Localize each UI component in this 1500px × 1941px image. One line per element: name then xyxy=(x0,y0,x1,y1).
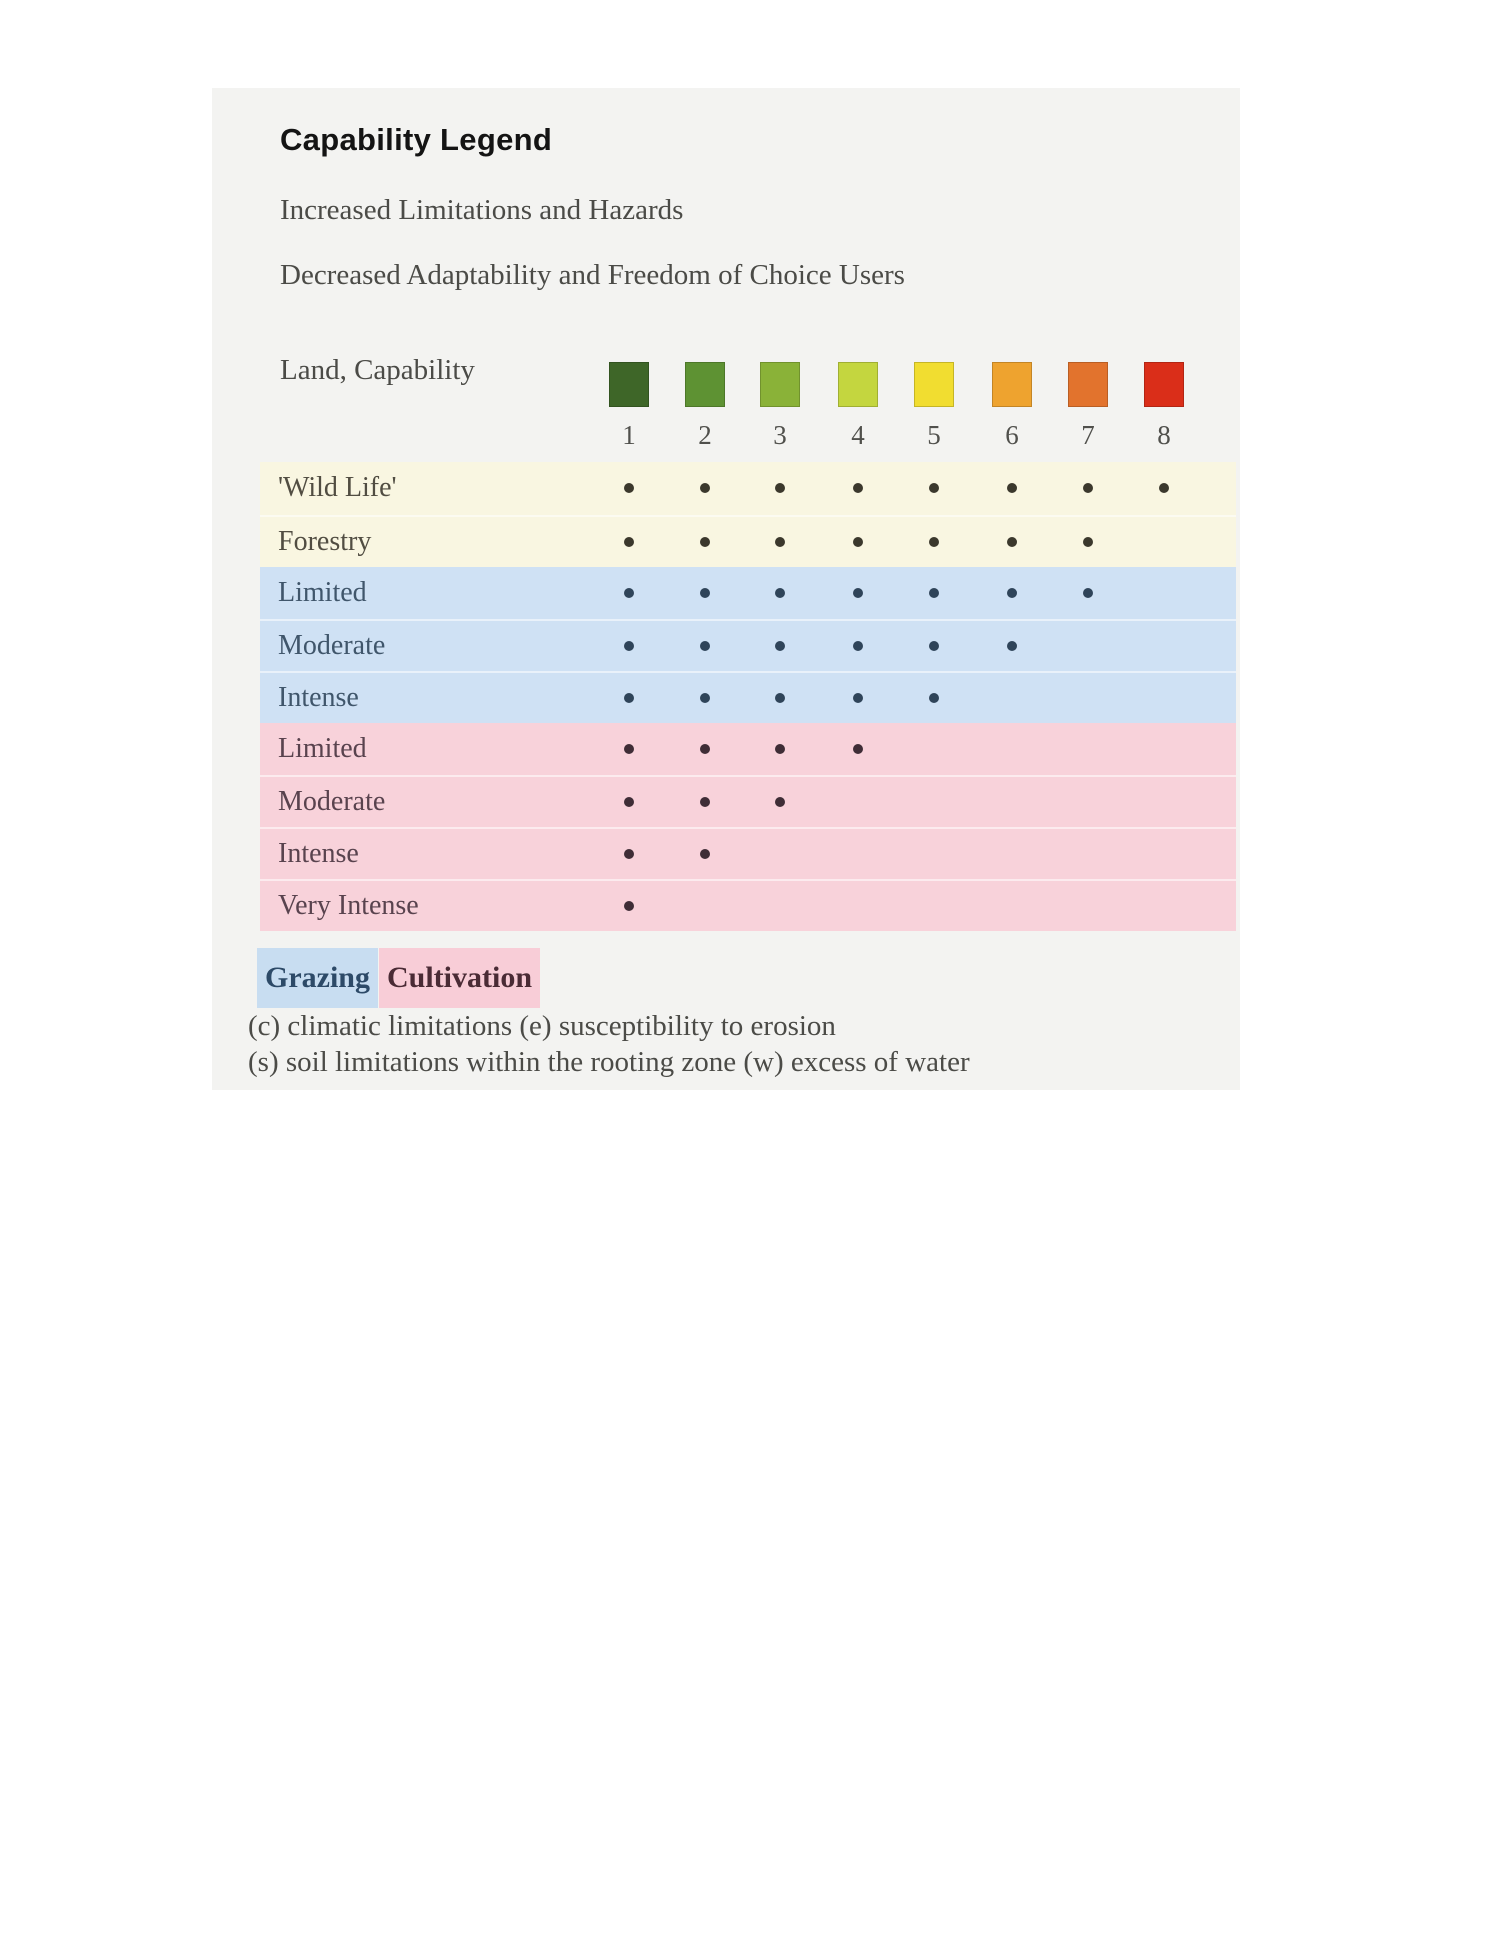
class-number: 2 xyxy=(698,420,712,450)
footnote-soil-water: (s) soil limitations within the rooting zone (w) excess of water xyxy=(248,1046,970,1078)
table-row xyxy=(260,827,1236,879)
capability-dot xyxy=(853,744,863,754)
table-row xyxy=(260,619,1236,671)
row-label: Limited xyxy=(278,577,367,608)
subtitle-decreased-adaptability: Decreased Adaptability and Freedom of Choice Users xyxy=(280,259,905,291)
capability-dot xyxy=(700,693,710,703)
capability-dot xyxy=(700,483,710,493)
capability-dot xyxy=(1007,588,1017,598)
table-row xyxy=(260,723,1236,775)
capability-dot xyxy=(929,588,939,598)
class-4-swatch xyxy=(838,362,878,407)
capability-dot xyxy=(624,901,634,911)
capability-dot xyxy=(853,588,863,598)
row-label: Moderate xyxy=(278,786,386,817)
table-row xyxy=(260,515,1236,568)
footnote-climatic-erosion: (c) climatic limitations (e) susceptibility to erosion xyxy=(248,1010,836,1042)
class-3-swatch xyxy=(760,362,800,407)
table-row xyxy=(260,462,1236,515)
row-label: 'Wild Life' xyxy=(278,472,397,504)
capability-dot xyxy=(775,744,785,754)
capability-dot xyxy=(624,849,634,859)
capability-dot xyxy=(1007,483,1017,493)
capability-dot xyxy=(700,797,710,807)
row-label: Forestry xyxy=(278,525,372,557)
capability-dot xyxy=(775,537,785,547)
table-row xyxy=(260,879,1236,931)
capability-dot xyxy=(929,693,939,703)
class-number: 3 xyxy=(773,420,787,450)
capability-dot xyxy=(1007,537,1017,547)
capability-dot xyxy=(700,588,710,598)
class-number: 1 xyxy=(622,420,636,450)
class-number: 7 xyxy=(1081,420,1095,450)
cultivation-key: Cultivation xyxy=(379,948,540,1008)
capability-dot xyxy=(624,797,634,807)
capability-dot xyxy=(624,693,634,703)
capability-dot xyxy=(624,744,634,754)
capability-dot xyxy=(929,537,939,547)
capability-dot xyxy=(853,641,863,651)
class-5-swatch xyxy=(914,362,954,407)
capability-dot xyxy=(1159,483,1169,493)
capability-dot xyxy=(1083,588,1093,598)
axis-label: Land, Capability xyxy=(280,354,475,386)
capability-dot xyxy=(1007,641,1017,651)
class-number: 6 xyxy=(1005,420,1019,450)
class-number: 5 xyxy=(927,420,941,450)
class-1-swatch xyxy=(609,362,649,407)
section-wildlife-forestry xyxy=(260,462,1236,567)
class-8-swatch xyxy=(1144,362,1184,407)
row-label: Limited xyxy=(278,733,367,764)
capability-dot xyxy=(775,641,785,651)
capability-dot xyxy=(700,537,710,547)
capability-dot xyxy=(1083,537,1093,547)
capability-dot xyxy=(700,744,710,754)
capability-dot xyxy=(775,797,785,807)
capability-dot xyxy=(929,483,939,493)
capability-dot xyxy=(853,483,863,493)
capability-legend-panel xyxy=(212,88,1240,1090)
row-label: Moderate xyxy=(278,630,386,661)
grazing-key: Grazing xyxy=(257,948,378,1008)
class-2-swatch xyxy=(685,362,725,407)
capability-dot xyxy=(624,588,634,598)
row-label: Intense xyxy=(278,838,359,869)
capability-dot xyxy=(624,641,634,651)
capability-dot xyxy=(700,641,710,651)
capability-dot xyxy=(624,537,634,547)
class-7-swatch xyxy=(1068,362,1108,407)
row-label: Intense xyxy=(278,682,359,713)
capability-dot xyxy=(624,483,634,493)
section-grazing xyxy=(260,567,1236,723)
capability-dot xyxy=(700,849,710,859)
class-6-swatch xyxy=(992,362,1032,407)
capability-dot xyxy=(929,641,939,651)
capability-dot xyxy=(853,693,863,703)
table-row xyxy=(260,775,1236,827)
section-cultivation xyxy=(260,723,1236,931)
page-title: Capability Legend xyxy=(280,122,553,157)
table-row xyxy=(260,567,1236,619)
section-color-key xyxy=(257,948,541,1008)
class-number: 4 xyxy=(851,420,865,450)
capability-dot xyxy=(775,693,785,703)
subtitle-increased-limitations: Increased Limitations and Hazards xyxy=(280,194,684,226)
class-number: 8 xyxy=(1157,420,1171,450)
table-row xyxy=(260,671,1236,723)
capability-dot xyxy=(1083,483,1093,493)
capability-dot xyxy=(775,483,785,493)
row-label: Very Intense xyxy=(278,890,419,921)
capability-dot xyxy=(853,537,863,547)
capability-dot xyxy=(775,588,785,598)
